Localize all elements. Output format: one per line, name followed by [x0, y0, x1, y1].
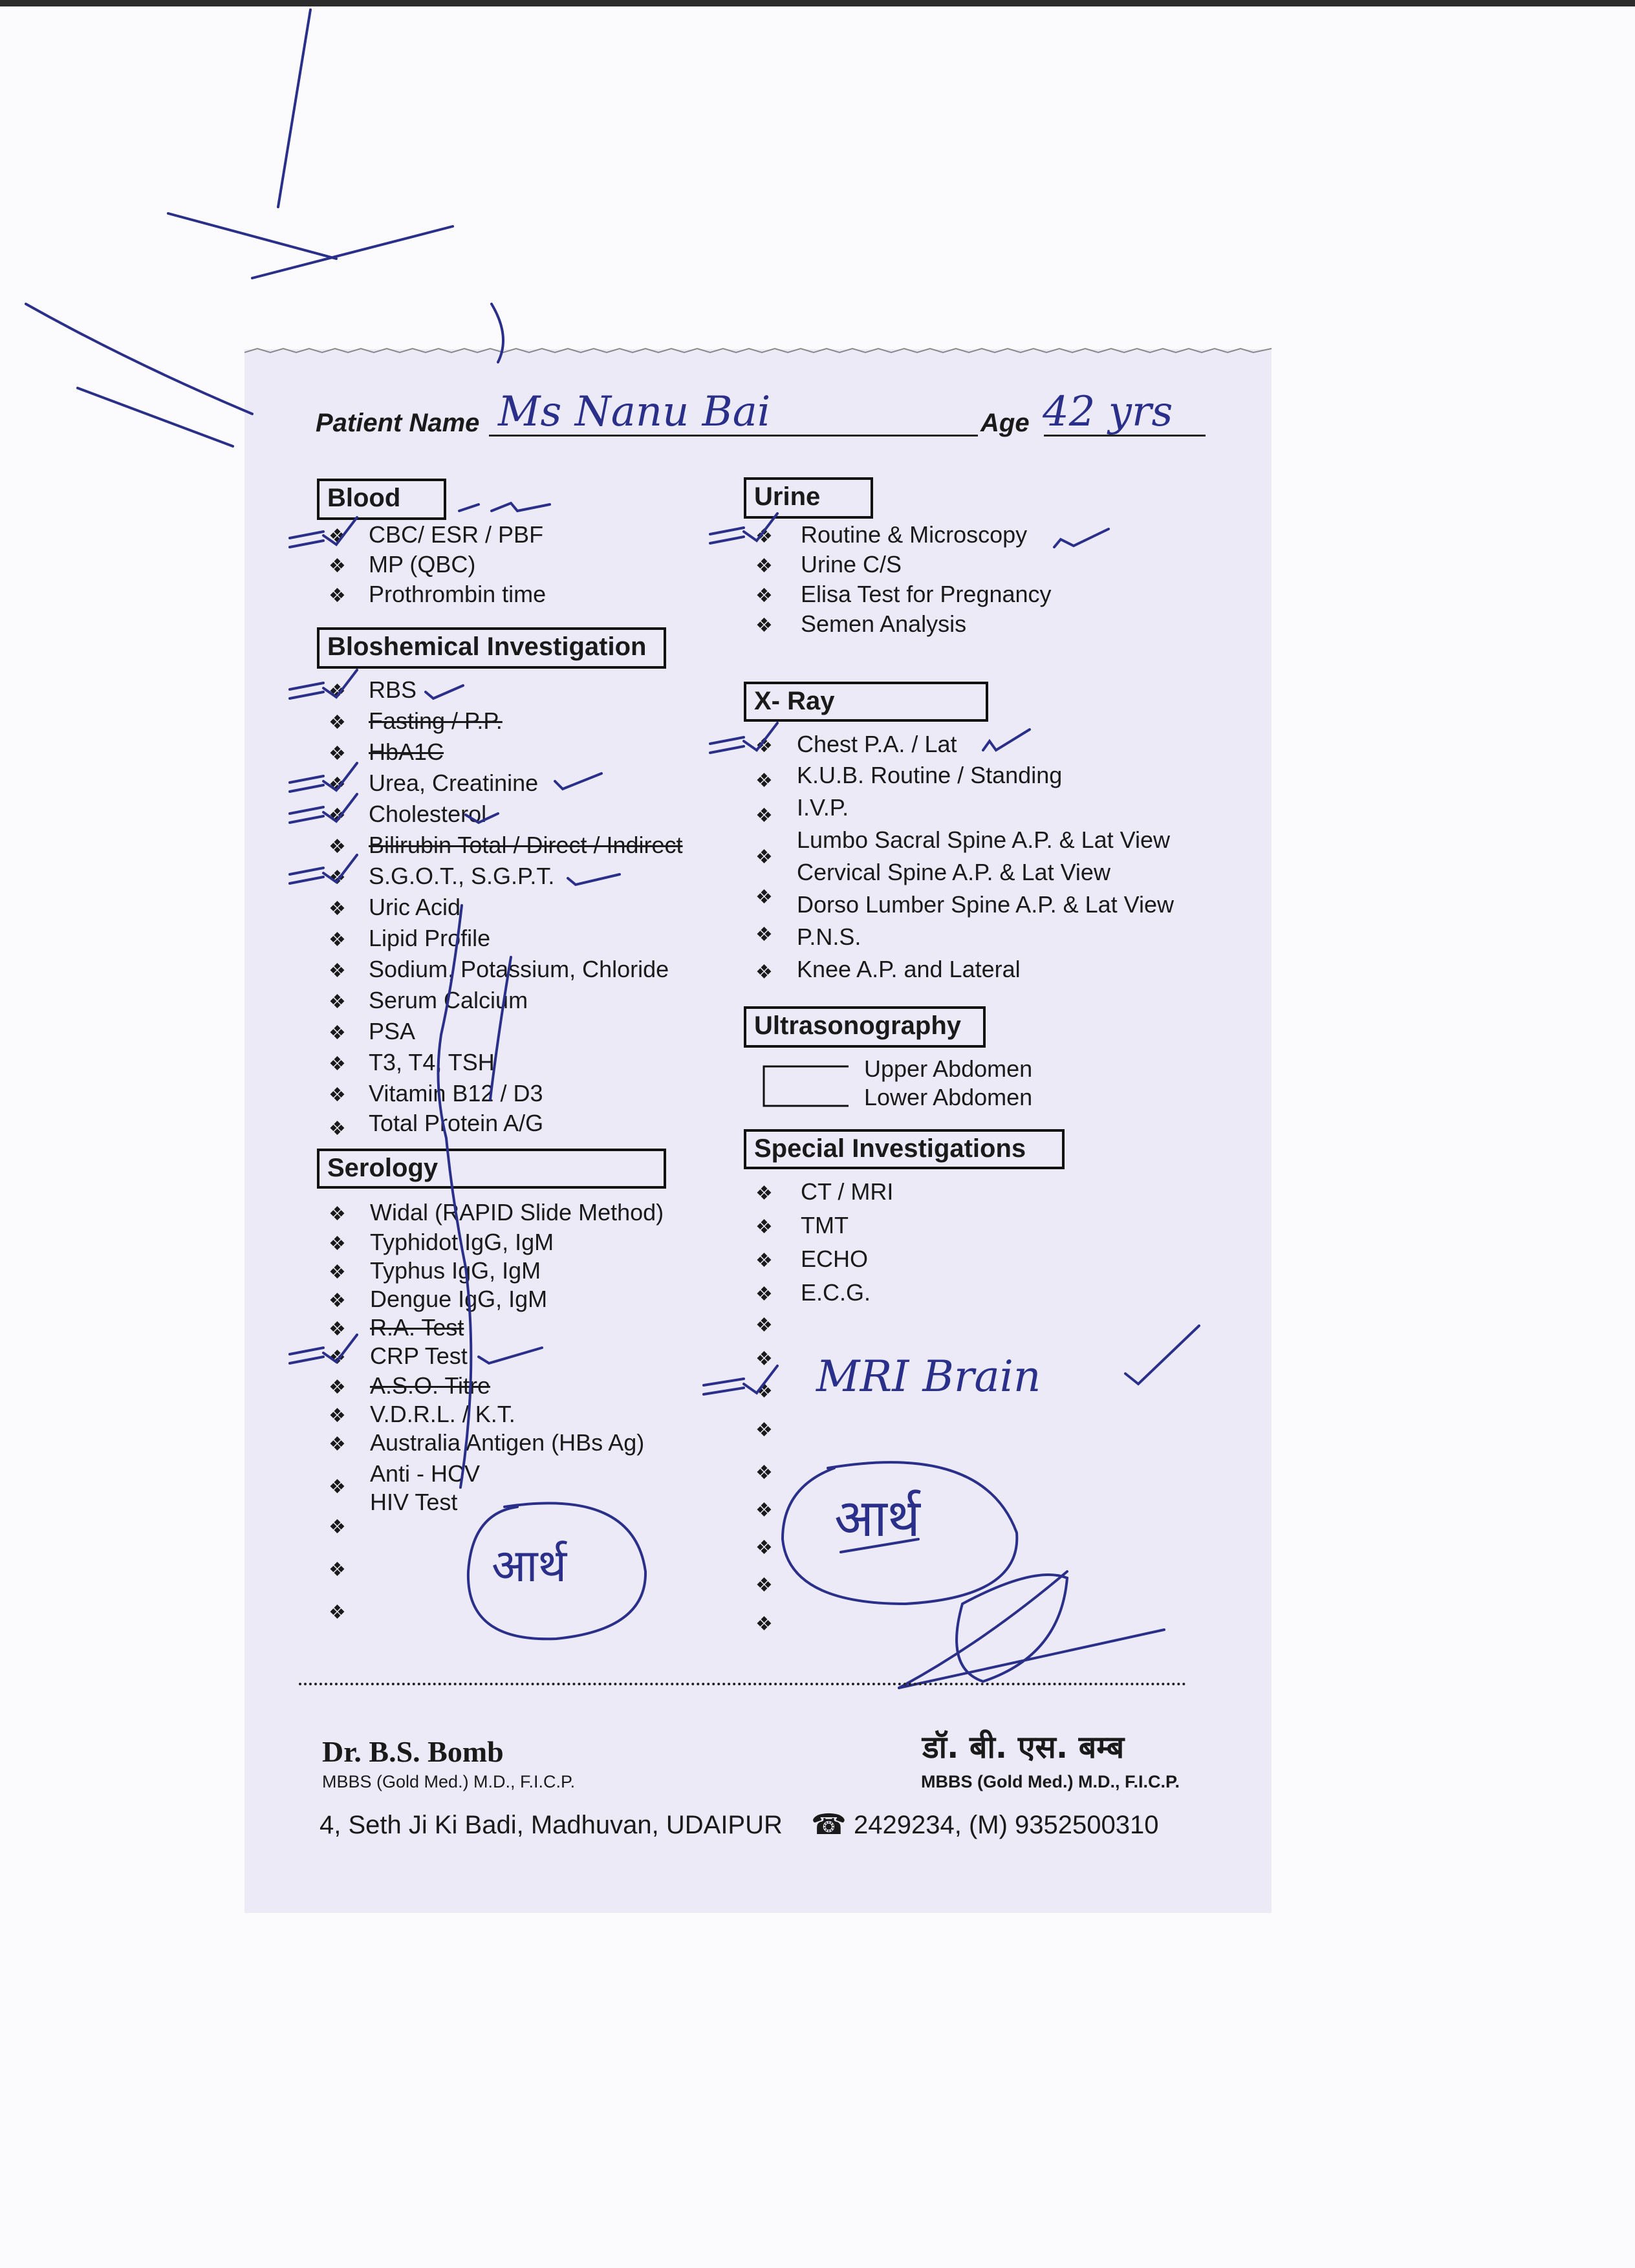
- list-item: CRP Test: [370, 1343, 468, 1369]
- bullet-diamond-icon: ❖: [755, 1216, 773, 1238]
- list-item: HIV Test: [370, 1489, 458, 1515]
- bullet-diamond-icon: ❖: [329, 681, 346, 702]
- bullet-diamond-icon: ❖: [755, 1614, 773, 1635]
- bullet-diamond-icon: ❖: [329, 1377, 346, 1398]
- signature-left: आर्थ: [492, 1539, 567, 1592]
- list-item: Fasting / P.P.: [369, 707, 503, 734]
- bullet-diamond-icon: ❖: [329, 929, 346, 951]
- bullet-diamond-icon: ❖: [329, 1118, 346, 1139]
- list-item: Dorso Lumber Spine A.P. & Lat View: [797, 891, 1175, 918]
- heading-serology: Serology: [317, 1149, 666, 1189]
- bullet-diamond-icon: ❖: [329, 1262, 346, 1283]
- doctor-qualification-hindi: MBBS (Gold Med.) M.D., F.I.C.P.: [921, 1772, 1180, 1791]
- bullet-diamond-icon: ❖: [755, 1575, 773, 1596]
- handwritten-extra-test: MRI Brain: [816, 1352, 1041, 1401]
- list-item: Typhidot IgG, IgM: [370, 1229, 554, 1255]
- bullet-diamond-icon: ❖: [329, 1476, 346, 1498]
- list-item: CT / MRI: [801, 1178, 894, 1205]
- list-item: Total Protein A/G: [369, 1110, 544, 1136]
- list-item: Cholesterol: [369, 801, 487, 827]
- clinic-address: 4, Seth Ji Ki Badi, Madhuvan, UDAIPUR: [319, 1811, 783, 1839]
- patient-name-handwritten: Ms Nanu Bai: [498, 388, 771, 436]
- list-item: Australia Antigen (HBs Ag): [370, 1429, 645, 1456]
- bullet-diamond-icon: ❖: [755, 615, 773, 636]
- bullet-diamond-icon: ❖: [329, 1434, 346, 1455]
- bullet-diamond-icon: ❖: [329, 836, 346, 858]
- list-item: Semen Analysis: [801, 610, 967, 637]
- bullet-diamond-icon: ❖: [329, 1085, 346, 1106]
- bullet-diamond-icon: ❖: [329, 1517, 346, 1538]
- bullet-diamond-icon: ❖: [329, 1559, 346, 1581]
- bullet-diamond-icon: ❖: [755, 924, 773, 945]
- bullet-diamond-icon: ❖: [329, 1405, 346, 1427]
- heading-xray: X- Ray: [744, 682, 988, 722]
- list-item: Chest P.A. / Lat: [797, 731, 957, 757]
- heading-blood: Blood: [317, 479, 446, 520]
- list-item: Elisa Test for Pregnancy: [801, 581, 1052, 607]
- footer-separator: [299, 1683, 1186, 1685]
- bullet-diamond-icon: ❖: [329, 526, 346, 547]
- bullet-diamond-icon: ❖: [329, 556, 346, 577]
- list-item: Lower Abdomen: [864, 1084, 1033, 1110]
- bullet-diamond-icon: ❖: [755, 1348, 773, 1370]
- patient-name-label: Patient Name: [316, 409, 480, 437]
- list-item: S.G.O.T., S.G.P.T.: [369, 863, 555, 889]
- age-label: Age: [980, 409, 1030, 437]
- list-item: Sodium, Potassium, Chloride: [369, 956, 669, 982]
- list-item: Knee A.P. and Lateral: [797, 956, 1021, 982]
- clinic-phone: 2429234, (M) 9352500310: [854, 1811, 1159, 1839]
- bullet-diamond-icon: ❖: [329, 1319, 346, 1340]
- bullet-diamond-icon: ❖: [329, 898, 346, 920]
- list-item: CBC/ ESR / PBF: [369, 521, 544, 548]
- bullet-diamond-icon: ❖: [755, 585, 773, 607]
- bullet-diamond-icon: ❖: [329, 1233, 346, 1255]
- bullet-diamond-icon: ❖: [755, 962, 773, 983]
- bullet-diamond-icon: ❖: [755, 526, 773, 547]
- bullet-diamond-icon: ❖: [755, 1183, 773, 1204]
- list-item: Dengue IgG, IgM: [370, 1286, 548, 1312]
- signature-right: आर्थ: [834, 1488, 920, 1548]
- list-item: Prothrombin time: [369, 581, 547, 607]
- list-item: Vitamin B12 / D3: [369, 1080, 543, 1107]
- bullet-diamond-icon: ❖: [329, 1290, 346, 1312]
- bullet-diamond-icon: ❖: [755, 1462, 773, 1484]
- bullet-diamond-icon: ❖: [755, 1500, 773, 1521]
- list-item: P.N.S.: [797, 923, 861, 950]
- bullet-diamond-icon: ❖: [755, 1537, 773, 1559]
- list-item: Bilirubin Total / Direct / Indirect: [369, 832, 683, 858]
- bullet-diamond-icon: ❖: [329, 1022, 346, 1044]
- doctor-qualification: MBBS (Gold Med.) M.D., F.I.C.P.: [322, 1772, 576, 1791]
- list-item: E.C.G.: [801, 1279, 871, 1306]
- phone-icon: ☎: [811, 1809, 847, 1841]
- list-item: MP (QBC): [369, 551, 476, 578]
- bullet-diamond-icon: ❖: [329, 1204, 346, 1225]
- bullet-diamond-icon: ❖: [755, 847, 773, 868]
- bullet-diamond-icon: ❖: [329, 991, 346, 1013]
- bullet-diamond-icon: ❖: [755, 1250, 773, 1271]
- list-item: Urine C/S: [801, 551, 902, 578]
- bullet-diamond-icon: ❖: [329, 712, 346, 733]
- heading-urine: Urine: [744, 477, 873, 519]
- bullet-diamond-icon: ❖: [329, 960, 346, 982]
- bullet-diamond-icon: ❖: [755, 887, 773, 908]
- list-item: HbA1C: [369, 739, 444, 765]
- list-item: A.S.O. Titre: [370, 1372, 491, 1399]
- bullet-diamond-icon: ❖: [329, 1347, 346, 1368]
- list-item: ECHO: [801, 1246, 869, 1272]
- list-item: I.V.P.: [797, 794, 849, 821]
- list-item: V.D.R.L. / K.T.: [370, 1401, 515, 1427]
- age-handwritten: 42 yrs: [1043, 388, 1173, 436]
- bullet-diamond-icon: ❖: [755, 1381, 773, 1402]
- bullet-diamond-icon: ❖: [329, 867, 346, 889]
- heading-ultrasonography: Ultrasonography: [744, 1006, 986, 1048]
- heading-biochemical: Bloshemical Investigation: [317, 627, 666, 669]
- list-item: Widal (RAPID Slide Method): [370, 1199, 664, 1226]
- bullet-diamond-icon: ❖: [755, 770, 773, 792]
- list-item: RBS: [369, 676, 417, 703]
- bullet-diamond-icon: ❖: [329, 743, 346, 764]
- list-item: Lumbo Sacral Spine A.P. & Lat View: [797, 826, 1171, 853]
- list-item: Lipid Profile: [369, 925, 491, 951]
- list-item: K.U.B. Routine / Standing: [797, 762, 1063, 788]
- bullet-diamond-icon: ❖: [755, 556, 773, 577]
- list-item: Uric Acid: [369, 894, 461, 920]
- doctor-name-hindi: डॉ. बी. एस. बम्ब: [922, 1729, 1125, 1766]
- bullet-diamond-icon: ❖: [755, 805, 773, 826]
- bullet-diamond-icon: ❖: [329, 774, 346, 795]
- list-item: Typhus IgG, IgM: [370, 1257, 541, 1284]
- bullet-diamond-icon: ❖: [755, 735, 773, 757]
- bullet-diamond-icon: ❖: [755, 1284, 773, 1305]
- bullet-diamond-icon: ❖: [755, 1420, 773, 1441]
- list-item: R.A. Test: [370, 1314, 464, 1341]
- bullet-diamond-icon: ❖: [755, 1315, 773, 1336]
- heading-special-investigations: Special Investigations: [744, 1129, 1065, 1169]
- bullet-diamond-icon: ❖: [329, 805, 346, 826]
- doctor-name: Dr. B.S. Bomb: [322, 1735, 504, 1768]
- list-item: Routine & Microscopy: [801, 521, 1028, 548]
- list-item: Upper Abdomen: [864, 1055, 1033, 1082]
- list-item: TMT: [801, 1212, 849, 1238]
- list-item: Anti - HCV: [370, 1460, 481, 1487]
- bullet-diamond-icon: ❖: [329, 1053, 346, 1075]
- list-item: T3, T4, TSH: [369, 1049, 495, 1075]
- list-item: Serum Calcium: [369, 987, 528, 1013]
- bullet-diamond-icon: ❖: [329, 1602, 346, 1623]
- list-item: Urea, Creatinine: [369, 770, 539, 796]
- list-item: Cervical Spine A.P. & Lat View: [797, 859, 1110, 885]
- bullet-diamond-icon: ❖: [329, 585, 346, 607]
- list-item: PSA: [369, 1018, 416, 1044]
